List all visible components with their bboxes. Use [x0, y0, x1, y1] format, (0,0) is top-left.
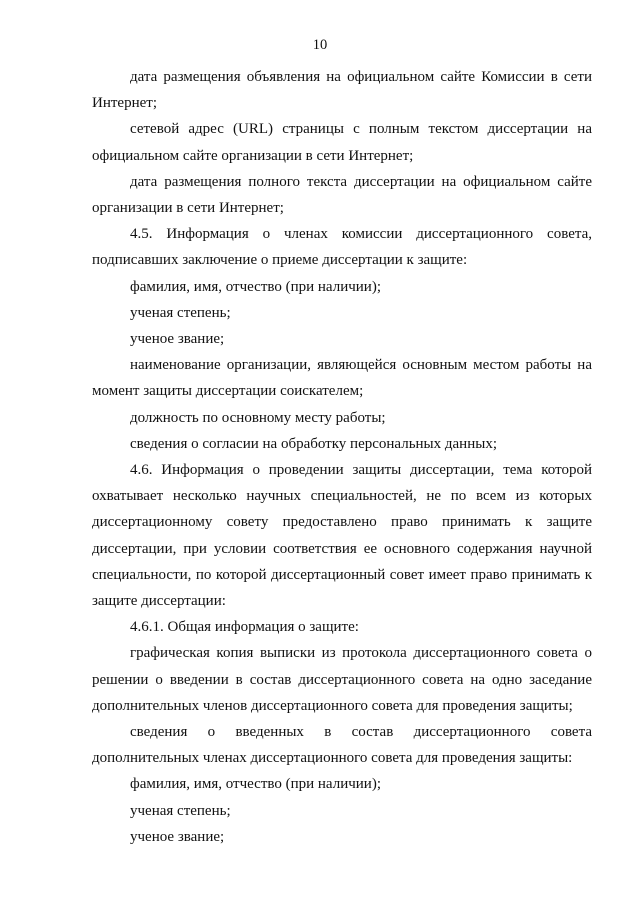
- paragraph-12: 4.6.1. Общая информация о защите:: [130, 619, 359, 636]
- paragraph-16: ученая степень;: [130, 802, 231, 819]
- paragraph-8: наименование организации, являющейся основным местом работы на момент защиты диссертации соискателем;: [92, 357, 592, 400]
- paragraph-1: дата размещения объявления на официальном сайте Комиссии в сети Интернет;: [92, 69, 592, 112]
- page-number: 10: [312, 37, 328, 53]
- paragraph-15: фамилия, имя, отчество (при наличии);: [130, 776, 381, 793]
- paragraph-17: ученое звание;: [130, 828, 225, 845]
- paragraph-10: сведения о согласии на обработку персональных данных;: [130, 435, 497, 452]
- paragraph-3: дата размещения полного текста диссертации на официальном сайте организации в сети Интернет;: [92, 173, 592, 217]
- paragraph-5: фамилия, имя, отчество (при наличии);: [130, 278, 381, 295]
- paragraph-2: сетевой адрес (URL) страницы с полным текстом диссертации на официальном сайте организации в сети Интернет;: [92, 121, 592, 164]
- paragraph-9: должность по основному месту работы;: [130, 409, 386, 426]
- document-body: [92, 64, 592, 850]
- paragraph-11: 4.6. Информация о проведении защиты диссертации, тема которой охватывает несколько научных специальностей, не по всем из которых диссертационному совету предоставлено право принимать к защите диссертации, при условии соответствия ее основного содержания научной специальности, по которой диссертационный совет имеет право принимать к защите диссертации:: [92, 462, 592, 610]
- paragraph-13: графическая копия выписки из протокола диссертационного совета о решении о введении в состав диссертационного совета на одно заседание дополнительных членов диссертационного совета для проведения защиты;: [92, 645, 592, 714]
- paragraph-14: сведения о введенных в состав диссертационного совета дополнительных членах диссертационного совета для проведения защиты:: [92, 724, 592, 767]
- paragraph-4: 4.5. Информация о членах комиссии диссертационного совета, подписавших заключение о приеме диссертации к защите:: [92, 226, 592, 269]
- paragraph-6: ученая степень;: [130, 304, 231, 321]
- paragraph-7: ученое звание;: [130, 331, 225, 348]
